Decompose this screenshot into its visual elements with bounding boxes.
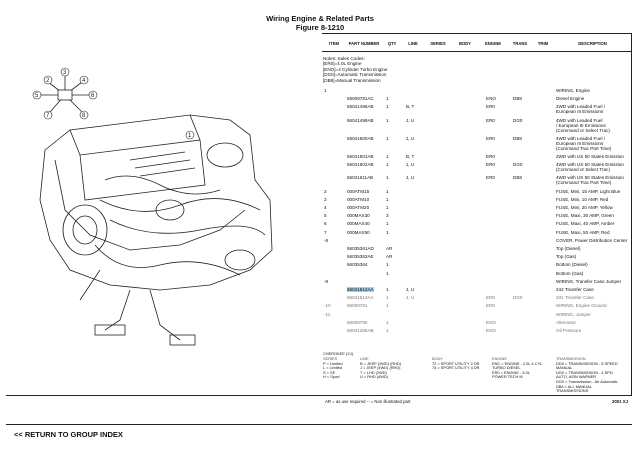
cell-description: Diesel Engine xyxy=(556,96,585,102)
col-part-number: PART NUMBER xyxy=(348,40,380,46)
legend-entry: 72 = SPORT UTILITY 2 DR xyxy=(432,360,480,366)
cell-description: (Command or Select Trac) xyxy=(556,127,610,133)
cell-part-number: 56035364 xyxy=(347,262,368,268)
cell-description: 4WD with US 50 States Emission xyxy=(556,162,624,168)
cell-qty: 1 xyxy=(386,205,389,210)
cell-part-number: 000MAX30 xyxy=(347,213,370,219)
col-description: DESCRIPTION xyxy=(578,40,607,46)
callout-1: 1 xyxy=(188,133,192,139)
col-trans: TRANS xyxy=(512,40,528,46)
cell-item: 7 xyxy=(324,229,327,235)
cell-part-number: 56035361AD xyxy=(347,246,374,251)
cell-description: FUSE, Mini, 10 AMP, Red xyxy=(556,196,609,202)
cell-item: 2 xyxy=(324,188,327,194)
cell-part-number: 56041613AA xyxy=(347,295,374,301)
legend-entry: T = LHD (2WD) xyxy=(360,369,387,375)
cell-engine: ER0 xyxy=(486,175,495,181)
cell-description: European III Emissions xyxy=(556,109,604,115)
cell-engine: ENO xyxy=(486,328,496,333)
cell-part-number: 56041502AB xyxy=(347,162,374,168)
cell-description: 242 Transfer Case xyxy=(556,287,594,292)
note-line: [ER0]=4.0L Engine xyxy=(323,61,362,67)
cell-qty: 1 xyxy=(386,104,389,110)
cell-description: 231 Transfer Case xyxy=(556,295,594,301)
cell-description: (Command or Select Trac) xyxy=(556,167,610,173)
cell-item: 5 xyxy=(324,213,327,219)
page-bottom-rule xyxy=(6,395,632,396)
cell-part-number: 56009781 xyxy=(347,303,368,309)
cell-description: (Command Trac Part Time) xyxy=(556,180,612,186)
cell-item: 1 xyxy=(324,88,327,93)
return-to-group-index-link[interactable]: << RETURN TO GROUP INDEX xyxy=(14,430,123,439)
legend-heading: BODY xyxy=(432,356,444,361)
cell-description: WIRING, Jumper xyxy=(556,311,591,317)
cell-description: 4WD with Leaded Fuel / xyxy=(556,135,606,141)
footer-rule xyxy=(6,424,632,425)
callout-3: 3 xyxy=(63,70,67,76)
legend-heading: LINE xyxy=(360,356,369,361)
cell-part-number: 56041496AB xyxy=(347,104,374,110)
cell-description: 2WD with US 50 States Emission xyxy=(556,154,624,159)
cell-qty: 1 xyxy=(386,196,389,202)
legend-column xyxy=(323,357,343,380)
cell-description: Bottom (Gas) xyxy=(556,270,584,276)
cell-item: -11 xyxy=(324,311,331,317)
cell-line: B, T xyxy=(406,154,415,159)
cell-description: FUSE, Maxi, 30 AMP, Green xyxy=(556,213,614,219)
title-line-1: Wiring Engine & Related Parts xyxy=(266,14,374,23)
cell-description: Top (Diesel) xyxy=(556,246,581,251)
cell-qty: 1 xyxy=(386,229,389,235)
cell-line: J, U xyxy=(406,117,415,123)
col-item: ITEM xyxy=(328,40,339,46)
cell-engine: ER0 xyxy=(486,303,495,309)
page-right-rule xyxy=(631,33,632,395)
cell-line: J, U xyxy=(406,162,415,168)
cell-description: / European III Emissions xyxy=(556,122,606,128)
cell-description: FUSE, Maxi, 50 AMP, Red xyxy=(556,229,610,235)
cell-qty: 1 xyxy=(386,175,389,181)
cell-part-number: 56041265AB xyxy=(347,328,374,333)
cell-line: J, U xyxy=(406,175,415,181)
cell-line: B, T xyxy=(406,104,415,110)
col-engine: ENGINE xyxy=(484,40,502,46)
cell-description: WIRING, Engine Ground xyxy=(556,303,607,309)
cell-description: FUSE, Mini, 20 AMP, Yellow xyxy=(556,205,613,210)
cell-item: -10 xyxy=(324,303,331,309)
legend-entry: U = RHD (4WD) xyxy=(360,374,388,380)
cell-trans: DG0 xyxy=(513,162,523,168)
cell-item: 6 xyxy=(324,221,327,227)
legend-entry: ER0 = ENGINE - 4.0L xyxy=(492,369,530,375)
cell-part-number: 000ATM15 xyxy=(347,188,370,194)
legend-column xyxy=(432,357,479,371)
engine-wiring-diagram xyxy=(10,60,310,390)
cell-part-number: 000ATM20 xyxy=(347,205,370,210)
cell-description: (Command Trac Part Time) xyxy=(556,145,612,151)
cell-engine: ER0 xyxy=(486,162,495,168)
col-series: SERIES xyxy=(430,40,446,46)
legend-entry: B = JEEP (2WD) (RHD) xyxy=(360,360,402,366)
cell-qty: 1 xyxy=(386,117,389,123)
cell-qty: 1 xyxy=(386,287,389,292)
page-title xyxy=(230,14,410,32)
cell-engine: ER0 xyxy=(486,135,495,141)
cell-description: COVER, Power Distribution Center xyxy=(556,237,628,243)
legend-entry: DB8 = ALL MANUAL xyxy=(556,383,592,389)
callout-6: 6 xyxy=(91,93,95,99)
cell-line: J, U xyxy=(406,135,415,141)
legend-column xyxy=(360,357,401,380)
cell-engine: ENO xyxy=(486,96,496,102)
cell-description: 4WD with Leaded Fuel xyxy=(556,117,603,123)
cell-qty: 1 xyxy=(386,221,389,227)
legend-entry: L = Limited xyxy=(323,365,342,371)
callout-7: 7 xyxy=(46,113,50,119)
legend-entry: MANUAL xyxy=(556,365,573,371)
legend-column xyxy=(492,357,542,380)
cell-description: Top (Gas) xyxy=(556,254,577,260)
legend-entry: P = Limited xyxy=(323,360,343,366)
cell-description: FUSE, Mini, 15 AMP, Light Blue xyxy=(556,188,621,194)
cell-item: -9 xyxy=(324,278,329,284)
note-line: [ENO]=4 Cylinder Turbo Engine xyxy=(323,66,388,72)
cell-part-number: 56035363AE xyxy=(347,254,374,260)
footer-year: 2001 XJ xyxy=(612,399,629,404)
callout-2: 2 xyxy=(46,78,50,84)
cell-part-number: 000MAX50 xyxy=(347,229,370,235)
cell-trans: DB8 xyxy=(513,96,522,102)
cell-trans: DG0 xyxy=(513,295,523,301)
cell-qty: AR xyxy=(386,246,393,251)
cell-trans: DG0 xyxy=(513,117,523,123)
legend-heading: TRANSMISSION xyxy=(556,356,586,361)
cell-qty: 1 xyxy=(386,188,389,194)
cell-qty: 1 xyxy=(386,154,389,159)
cell-part-number: 56041501AB xyxy=(347,154,374,159)
cell-line: J, U xyxy=(406,295,415,301)
cell-description: Oil Pressure xyxy=(556,328,582,333)
legend-entry: POWER TECH I6 xyxy=(492,374,523,380)
cell-description: Alternator xyxy=(556,319,576,325)
cell-item: -8 xyxy=(324,237,329,243)
cell-qty: 1 xyxy=(386,295,389,301)
col-body: BODY xyxy=(458,40,472,46)
legend-label: CHEROKEE (XJ) xyxy=(323,351,354,356)
cell-description: Bottom (Diesel) xyxy=(556,262,588,268)
cell-qty: 1 xyxy=(386,303,389,309)
cell-description: WIRING, Transfer Case Jumper xyxy=(556,278,622,284)
note-line: [DB8]=Manual Transmission xyxy=(323,77,381,83)
table-top-rule xyxy=(322,33,632,34)
legend-entry: S = SE xyxy=(323,369,336,375)
col-line: LINE xyxy=(408,40,418,46)
callout-4: 4 xyxy=(82,78,86,84)
cell-part-number: 56041612AA xyxy=(347,287,374,292)
cell-description: European III Emissions xyxy=(556,140,604,146)
cell-line: J, U xyxy=(406,287,415,292)
legend-column xyxy=(556,357,618,394)
cell-engine: ER0 xyxy=(486,154,495,159)
cell-part-number: 56041611AB xyxy=(347,175,374,181)
title-line-2: Figure 8-1210 xyxy=(295,23,345,32)
col-trim: TRIM xyxy=(537,40,549,46)
cell-description: WIRING, Engine xyxy=(556,88,590,93)
cell-trans: DB8 xyxy=(513,135,522,141)
cell-qty: 1 xyxy=(386,162,389,168)
cell-engine: ENO xyxy=(486,319,496,325)
legend-entry: J = JEEP (4WD) (RHD) xyxy=(360,365,401,371)
note-line: Notes: Sales Codes: xyxy=(323,56,365,61)
cell-engine: ER0 xyxy=(486,104,495,110)
legend-entry: H = Sport xyxy=(323,374,340,380)
col-qty: QTY xyxy=(387,40,397,46)
legend-heading: SERIES xyxy=(323,356,338,361)
legend-entry: ENC = ENGINE - 2.5L 4 CYL xyxy=(492,360,543,366)
cell-qty: AR xyxy=(386,254,393,260)
cell-description: 4WD with US 50 States Emission xyxy=(556,175,624,181)
legend-entry: 74 = SPORT UTILITY 4 DR xyxy=(432,365,480,371)
cell-description: 2WD with Leaded Fuel / xyxy=(556,104,606,110)
cell-qty: 1 xyxy=(386,319,389,325)
cell-qty: 1 xyxy=(386,270,389,276)
cell-item: 4 xyxy=(324,205,327,210)
legend-heading: ENGINE xyxy=(492,356,507,361)
cell-qty: 3 xyxy=(386,213,389,219)
cell-engine: ER0 xyxy=(486,117,495,123)
footer-note: AR = as use required -- = Non illustrated part xyxy=(325,399,411,404)
cell-trans: DB8 xyxy=(513,175,522,181)
legend-entry: DD5 = TRANSMISSION - 5 SPEED xyxy=(556,360,618,366)
legend-entry: DG0 = TRANSMISSION - 4 SPD xyxy=(556,369,613,375)
cell-part-number: 56009781AC xyxy=(347,96,374,102)
cell-qty: 1 xyxy=(386,96,389,102)
note-line: [DG0]=Automatic Transmission xyxy=(323,72,387,78)
sales-code-notes xyxy=(323,56,387,83)
legend-entry: TURBO DIESEL xyxy=(492,365,521,371)
cell-description: FUSE, Maxi, 40 AMP, Amber xyxy=(556,221,615,227)
cell-part-number: 000ATM10 xyxy=(347,196,370,202)
cell-part-number: 56009790 xyxy=(347,319,368,325)
cell-qty: 1 xyxy=(386,262,389,268)
header-bottom-rule xyxy=(322,51,632,52)
legend-entry: TRANSMISSIONS xyxy=(556,388,589,394)
cell-part-number: 000MAX40 xyxy=(347,221,370,227)
callout-8: 8 xyxy=(82,113,86,119)
cell-engine: ER0 xyxy=(486,295,495,301)
cell-qty: 1 xyxy=(386,328,389,333)
cell-part-number: 56041500AB xyxy=(347,135,374,141)
legend-entry: AUTO, ASIN WARNER xyxy=(556,374,596,380)
cell-qty: 1 xyxy=(386,135,389,141)
legend-entry: DG0 = Transmission - Air Automatic xyxy=(556,378,618,384)
callout-5: 5 xyxy=(35,93,39,99)
cell-item: 3 xyxy=(324,196,327,202)
cell-part-number: 56041499AB xyxy=(347,117,374,123)
